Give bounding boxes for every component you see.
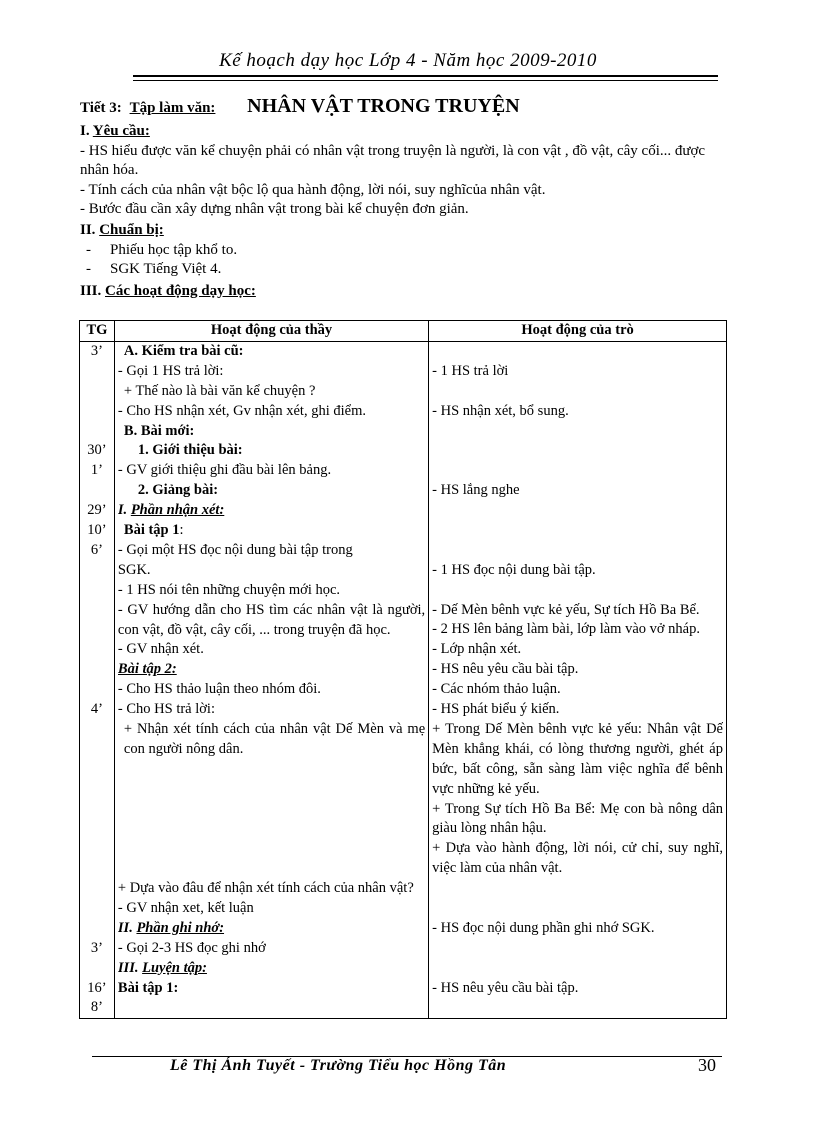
teacher-column: A. Kiểm tra bài cũ: - Gọi 1 HS trả lời: + Thế nào là bài văn kể chuyện ? - Cho HS nhận xét, Gv nhận xét, ghi điểm. B. Bài mới: 1. Giới thiệu bài: - GV giới thiệu ghi đầu bài lên bảng. 2. Giảng bài: I. Phần nhận xét: Bài tập 1: - Gọi một HS đọc nội dung bài tập trong SGK. - 1 HS nói tên những chuyện mới học. - GV hướng dẫn cho HS tìm các nhân vật là người, con vật, đồ vật, cây cối, ... trong truyện đã học. - GV nhận xét. Bài tập 2: - Cho HS thảo luận theo nhóm đôi. - Cho HS trả lời: + Nhận xét tính cách của nhân vật Dế Mèn và mẹ con người nông dân. + Dựa vào đâu để nhận xét tính cách của nhân vật? - GV nhận xet, kết luận II. Phần ghi nhớ: - Gọi 2-3 HS đọc ghi nhớ III. Luyện tập: Bài tập 1: [114,342,428,1019]
requirements-heading [80,122,730,142]
header-rule-thin [133,80,718,81]
table-header-row [80,321,727,342]
section-title: Yêu cầu: [92,123,150,139]
period-label: Tiết 3: [80,100,122,116]
section-number: I. [80,123,90,139]
lesson-heading [80,95,720,118]
requirements-section [80,122,730,220]
section-number: II. [80,222,96,238]
header-teacher: Hoạt động của thầy [114,321,428,342]
requirement-item: - HS hiểu được văn kể chuyện phải có nhân vật trong truyện là người, là con vật , đồ vật, cây cối... được nhân hóa. [80,142,706,178]
header-tg: TG [80,321,115,342]
header-rule [133,75,718,77]
page-header-title: Kế hoạch dạy học Lớp 4 - Năm học 2009-2010 [219,50,597,71]
preparation-item: - SGK Tiếng Việt 4. [86,261,222,277]
preparation-heading [80,221,730,241]
time-column: 3’ 30’ 1’ 29’ 10’ 6’ 4’ 3’ 16’ 8’ [80,342,115,1019]
preparation-item: - Phiếu học tập khổ to. [86,241,238,258]
subject-label: Tập làm văn: [129,100,216,116]
bai-moi-heading: B. Bài mới: [123,422,195,439]
section-title: Chuẩn bị: [99,222,164,238]
requirement-item: - Tính cách của nhân vật bộc lộ qua hành động, lời nói, suy nghĩcủa nhân vật. [80,181,546,198]
section-number: III. [80,283,102,299]
lesson-title: NHÂN VẬT TRONG TRUYỆN [247,95,520,117]
student-column: - 1 HS trả lời - HS nhận xét, bổ sung. - HS lắng nghe - 1 HS đọc nội dung bài tập. - Dế Mèn bênh vực kẻ yếu, Sự tích Hồ Ba Bể. - 2 HS lên bảng làm bài, lớp làm vào vở nháp. - Lớp nhận xét. - HS nêu yêu cầu bài tập. - Các nhóm thảo luận. - HS phát biểu ý kiến. + Trong Dế Mèn bênh vực kẻ yếu: Nhân vật Dế Mèn khẳng khái, có lòng thương người, ghét áp bức, bất công, sẵn sàng làm việc nghĩa để bênh vực những kẻ yếu. + Trong Sự tích Hồ Ba Bể: Mẹ con bà nông dân giàu lòng nhân hậu. + Dựa vào hành động, lời nói, cử chỉ, suy nghĩ, việc làm của nhân vật. - HS đọc nội dung phần ghi nhớ SGK. - HS nêu yêu cầu bài tập. [429,342,727,1019]
footer-author: Lê Thị Ánh Tuyết - Trường Tiểu học Hồng Tân [170,1057,507,1074]
table-row [80,342,727,1019]
activities-heading [80,282,730,302]
section-title: Các hoạt động dạy học: [105,283,256,299]
preparation-section [80,221,730,280]
page-number: 30 [698,1055,716,1075]
header-student: Hoạt động của trò [429,321,727,342]
lesson-plan-table [79,320,727,1019]
kiem-tra-heading: A. Kiểm tra bài cũ: [123,343,244,359]
requirement-item: - Bước đầu cần xây dựng nhân vật trong bài kể chuyện đơn giản. [80,201,469,217]
